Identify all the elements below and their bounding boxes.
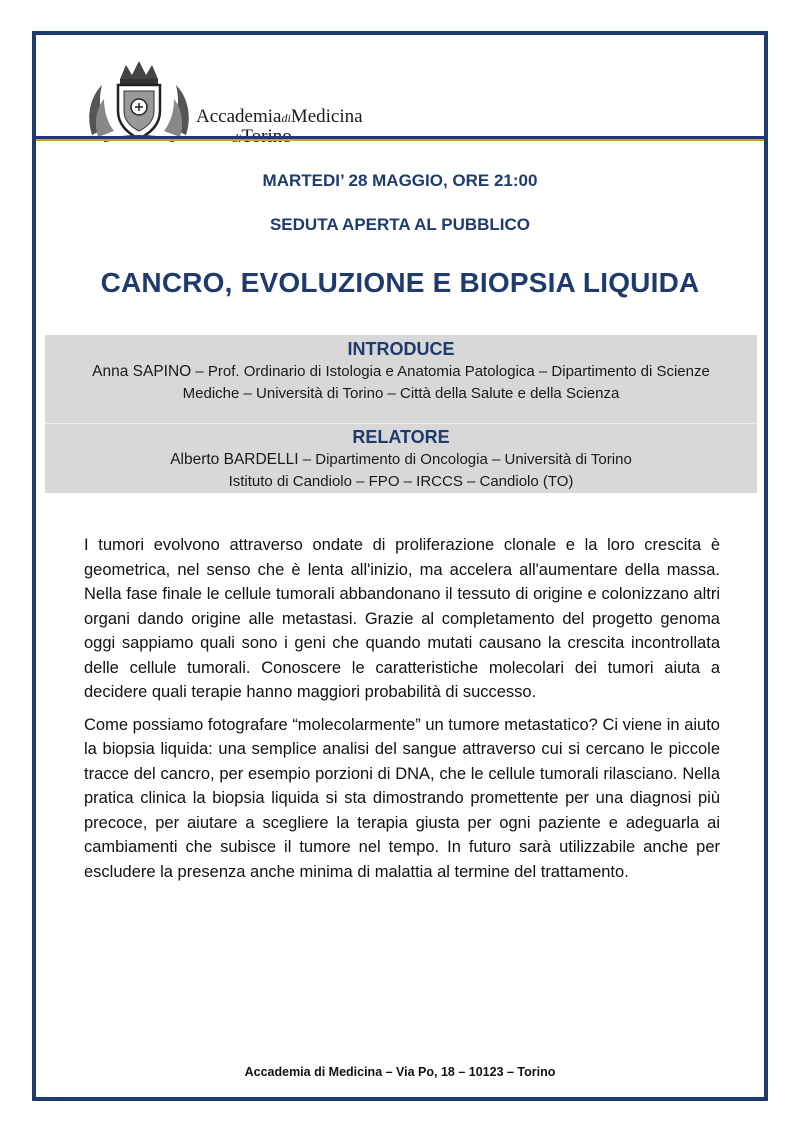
event-date: MARTEDI’ 28 MAGGIO, ORE 21:00 bbox=[262, 171, 538, 190]
relatore-label: RELATORE bbox=[352, 427, 450, 447]
relatore-name: Alberto BARDELLI bbox=[170, 451, 299, 468]
event-session: SEDUTA APERTA AL PUBBLICO bbox=[269, 215, 531, 234]
org-name-accademia: Accademia bbox=[196, 106, 282, 127]
abstract bbox=[84, 533, 720, 892]
org-name-di: di bbox=[281, 111, 291, 125]
introducer-affiliation-1: – Prof. Ordinario di Istologia e Anatomia Patologica – Dipartimento di Scienze bbox=[191, 363, 710, 380]
abstract-paragraph-2: Come possiamo fotografare “molecolarmente” un tumore metastatico? Ci viene in aiuto la biopsia liquida: una semplice analisi del sangue attraverso cui si cercano le piccole tracce del cancro, per esempio porzioni di DNA, che le cellule tumorali rilasciano. Nella pratica clinica la biopsia liquida si sta dimostrando promettente per una diagnosi più precoce, per aiutare a scegliere la terapia giusta per ogni paziente e adeguarla ai cambiamenti che subisce il tumore nel tempo. In futuro sarà utilizzabile anche per escludere la presenza anche minima di malattia al termine del trattamento. bbox=[84, 715, 720, 881]
header-rule-gold bbox=[36, 139, 764, 141]
speakers-divider bbox=[45, 423, 757, 424]
speakers-box bbox=[45, 335, 757, 493]
introduce-label: INTRODUCE bbox=[347, 339, 455, 359]
org-name-medicina: Medicina bbox=[290, 106, 363, 127]
relatore-affiliation-2: Istituto di Candiolo – FPO – IRCCS – Candiolo (TO) bbox=[228, 473, 574, 490]
footer-address: Accademia di Medicina – Via Po, 18 – 10123 – Torino bbox=[244, 1065, 556, 1079]
relatore-affiliation-1: – Dipartimento di Oncologia – Università di Torino bbox=[298, 451, 632, 468]
relatore-info bbox=[45, 449, 757, 493]
introducer-affiliation-2: Mediche – Università di Torino – Città della Salute e della Scienza bbox=[182, 385, 620, 402]
abstract-paragraph-1: I tumori evolvono attraverso ondate di proliferazione clonale e la loro crescita è geometrica, nel senso che è lenta all'inizio, ma accelera all'aumentare della massa. Nella fase finale le cellule tumorali abbandonano il tessuto di origine e colonizzano altri organi dando origine alle metastasi. Grazie al completamento del progetto genoma oggi sappiamo quali sono i geni che quando mutati causano la crescita incontrollata delle cellule tumorali. Conoscere le caratteristiche molecolari dei tumori aiuta a decidere quali terapie hanno maggiori probabilità di successo. bbox=[84, 536, 720, 701]
introducer-name: Anna SAPINO bbox=[92, 363, 192, 380]
event-title: CANCRO, EVOLUZIONE E BIOPSIA LIQUIDA bbox=[100, 267, 700, 298]
introducer-info bbox=[45, 361, 757, 405]
header-logo bbox=[84, 57, 363, 147]
org-name bbox=[196, 107, 363, 128]
academy-crest-icon bbox=[84, 57, 194, 147]
page-frame bbox=[32, 31, 768, 1101]
